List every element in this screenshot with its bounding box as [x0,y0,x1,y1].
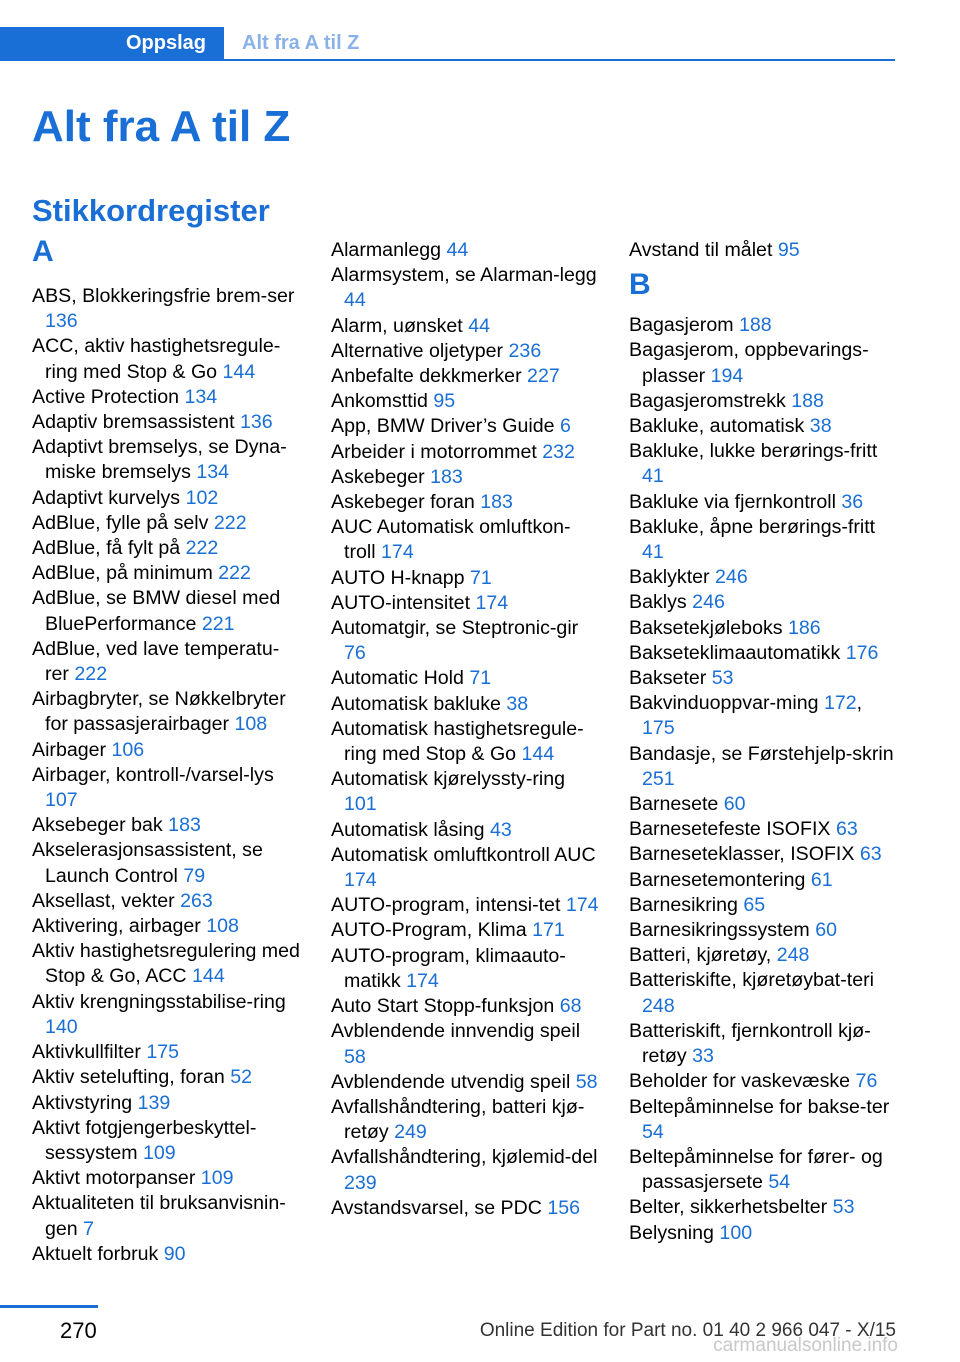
page-reference-link[interactable]: 68 [559,995,582,1018]
index-entry-label: Bakluke via fjernkontroll [629,490,836,513]
page-reference-link[interactable]: 63 [835,818,858,841]
index-entry-label: Aksebeger bak [32,814,163,837]
page-reference-link[interactable]: 174 [381,541,414,564]
index-entry-label: Barnesetemontering [629,868,806,891]
index-entry [32,889,302,914]
index-entry-label: Aktiv krengningsstabilise‐ring [32,990,286,1013]
index-entry-label: Aktivkullfilter [32,1041,141,1064]
index-entry [331,1196,601,1221]
header-divider [224,59,895,61]
index-entry [331,440,601,465]
index-entry [32,435,302,485]
page-reference-link[interactable]: 33 [692,1045,714,1068]
index-entry-label: Alarm, uønsket [331,314,463,337]
page-reference-link[interactable]: 108 [234,713,268,736]
page-reference-link[interactable]: 44 [446,239,469,261]
index-entry-label: Aktiv hastighetsregulering med Stop & Go, ACC [32,940,300,988]
page-reference-link[interactable]: 43 [490,818,512,841]
index-entry [331,1095,601,1145]
index-entry-label: Belysning [629,1221,714,1244]
page-reference-link[interactable]: 222 [74,663,108,686]
page-reference-link[interactable]: 53 [711,667,734,690]
index-entry [629,313,899,338]
index-entry-label: Avstand til målet [629,239,773,261]
index-entry-label: Alternative oljetyper [331,339,504,362]
page-reference-link[interactable]: 38 [809,415,832,438]
index-entry-label: Aktivt motorpanser [32,1167,196,1190]
index-entry-label: Automatisk hastighetsregule‐ring med Stop & Go [331,717,584,766]
index-entry-label: Airbagbryter, se Nøkkelbryter for passasjerairbager [32,688,286,736]
page-reference-link[interactable]: 102 [185,486,219,509]
index-entry [331,818,601,843]
index-entry-label: Aktualiteten til bruksanvisnin‐gen [32,1192,286,1240]
page-reference-link[interactable]: 140 [45,1015,78,1038]
tab-oppslag[interactable] [0,27,224,61]
tab-alt-fra-a-til-z[interactable]: Alt fra A til Z [242,32,360,54]
index-entry-label: Beltepåminnelse for bakse‐ter [629,1095,890,1118]
index-entry-label: Ankomsttid [331,390,428,413]
index-entry [32,486,302,511]
index-entry [32,586,302,636]
page-number: 270 [60,1318,97,1343]
index-entry-label: Aktivstyring [32,1091,133,1114]
index-entry-label: ABS, Blokkeringsfrie brem‐ser [32,285,295,307]
index-entry [629,817,899,842]
index-entry [32,1242,302,1267]
page-reference-link[interactable]: 109 [200,1167,234,1190]
index-entry-label: Akselerasjonsassistent, se Launch Control [32,839,263,887]
index-entry [331,767,601,817]
index-entry [629,338,899,388]
index-entry [629,842,899,867]
index-entry-label: Bakluke, åpne berørings‐fritt [629,515,876,538]
index-entry [331,616,601,666]
index-entry-label: App, BMW Driver’s Guide [331,415,555,438]
index-entry [629,1095,899,1145]
page-reference-link[interactable]: 174 [344,869,377,892]
index-entry-label: Bandasje, se Førstehjelp‐skrin [629,742,894,765]
index-entry [32,914,302,939]
index-entry-label: Aktiv setelufting, foran [32,1066,225,1089]
index-entry-label: Barnesetefeste ISOFIX [629,818,831,841]
index-entry [629,1195,899,1220]
index-entry [32,284,302,334]
index-entry [331,994,601,1019]
index-entry [629,1145,899,1195]
page-reference-link[interactable]: 144 [222,360,256,383]
page-reference-link[interactable]: 174 [475,591,509,614]
page-reference-link[interactable]: 172 [823,692,857,715]
index-entry [629,868,899,893]
page-reference-link[interactable]: 222 [185,537,219,560]
index-entry-label: Baklys [629,591,687,614]
edition-note: Online Edition for Part no. 01 40 2 966 047 - X/15 [479,1320,896,1341]
index-entry [331,918,601,943]
page-reference-link[interactable]: 6 [560,415,571,438]
index-entry [331,364,601,389]
page-reference-link[interactable]: 222 [218,562,251,585]
index-entry [331,666,601,691]
page-reference-link[interactable]: 79 [183,864,206,887]
index-entry-label: AUTO-program, intensi‐tet [331,894,561,917]
index-entry [629,616,899,641]
index-entry-label: Bakseter [629,667,707,690]
index-entry [32,1065,302,1090]
index-entry-label: Avfallshåndtering, kjølemid‐del [331,1146,598,1169]
index-entry-label: Batteriskifte, kjøretøybat‐teri [629,969,874,992]
index-entry-label: Adaptivt kurvelys [32,486,181,509]
page-reference-link[interactable]: 71 [469,667,492,690]
index-entry [32,410,302,435]
index-entry [331,1019,601,1069]
page-reference-link[interactable]: 156 [547,1196,581,1219]
index-entry-label: Batteri, kjøretøy, [629,944,772,967]
page-reference-link[interactable]: 188 [791,389,824,412]
page-reference-link[interactable]: 248 [642,994,675,1017]
index-entry-label: Aktivt fotgjengerbeskyttel‐sessystem [32,1116,257,1164]
page-reference-link[interactable]: 106 [111,738,145,761]
index-entry [331,465,601,490]
index-entry-label: Automatgir, se Steptronic-gir [331,617,579,640]
page-reference-link[interactable]: 239 [344,1171,377,1194]
index-entry-label: Active Protection [32,385,180,408]
page-reference-link[interactable]: 174 [406,969,439,992]
page-reference-link[interactable]: 71 [470,566,492,589]
page-reference-link[interactable]: 144 [192,965,225,988]
index-entry [629,565,899,590]
index-entry [629,389,899,414]
index-entry [629,1019,899,1069]
index-entry-label: AdBlue, på minimum [32,562,213,585]
page-reference-link[interactable]: 90 [163,1242,186,1265]
index-entry-label: AdBlue, se BMW diesel med BluePerformance [32,587,281,635]
index-column-2 [331,238,601,1221]
header-bar [0,27,895,61]
index-entry [331,490,601,515]
section-title: Stikkordregister [32,193,270,228]
index-entry [331,339,601,364]
page-reference-link[interactable]: 236 [508,339,542,362]
index-entry [331,263,601,313]
index-entry-label: Automatisk bakluke [331,692,501,715]
index-entry [629,515,899,565]
page-reference-link[interactable]: 38 [506,692,529,715]
index-entry [629,742,899,792]
index-entry-label: Avblendende utvendig speil [331,1070,571,1093]
page-reference-link[interactable]: 107 [45,789,78,812]
index-entry-label: Barnesikringssystem [629,919,810,942]
page-reference-link[interactable]: 100 [719,1221,753,1244]
index-entry-label: Barnesikring [629,893,738,916]
index-entry-label: Askebeger foran [331,491,475,514]
index-entry-label: AUTO-program, klimaauto‐matikk [331,944,566,992]
index-entry [629,590,899,615]
page-reference-link[interactable]: 58 [344,1045,366,1068]
index-entry [331,1070,601,1095]
page-reference-link[interactable]: 186 [788,616,821,639]
page-reference-link[interactable]: 183 [430,465,463,488]
index-entry-label: Avblendende innvendig speil [331,1020,581,1043]
page-reference-link[interactable]: 52 [230,1066,253,1089]
index-entry [32,334,302,384]
index-entry-label: Aktuelt forbruk [32,1242,159,1265]
index-entry-label: AUC Automatisk omluftkon‐troll [331,516,571,564]
index-entry-label: AUTO H-knapp [331,566,465,589]
index-entry-label: Bagasjerom [629,314,734,337]
index-entry-label: Arbeider i motorrommet [331,440,537,463]
index-entry [32,990,302,1040]
index-entry-label: Baklykter [629,566,710,589]
page-reference-link[interactable]: 222 [213,511,247,534]
index-entry [32,1040,302,1065]
page-reference-link[interactable]: 134 [184,385,218,408]
page-reference-link[interactable]: 248 [776,944,810,967]
index-entry-label: Airbager [32,738,107,761]
index-entry-label: Avfallshåndtering, batteri kjø‐retøy [331,1095,585,1144]
page-reference-link[interactable]: 58 [575,1070,598,1093]
index-entry-label: Alarmanlegg [331,239,442,261]
index-entry [331,843,601,893]
index-entry-label: Beltepåminnelse for fører- og passasjersete [629,1145,883,1194]
index-entry [629,1221,899,1246]
index-entry-label: Bagasjeromstrekk [629,389,786,412]
index-entry [629,918,899,943]
index-entry [32,511,302,536]
index-entry [629,414,899,439]
index-entry-label: Adaptiv bremsassistent [32,411,235,434]
index-entry-label: Batteriskift, fjernkontroll kjø‐retøy [629,1019,871,1068]
index-entry-label: Askebeger [331,465,425,488]
page-reference-link[interactable]: 136 [45,310,78,333]
page-reference-link[interactable]: 41 [642,541,664,564]
index-entry-label: Airbager, kontroll-/varsel‐lys [32,763,274,786]
index-entry [32,738,302,763]
page-reference-link[interactable]: 61 [810,868,833,891]
index-entry [629,1069,899,1094]
index-entry-label: Bagasjerom, oppbevarings‐plasser [629,339,869,387]
index-entry [331,692,601,717]
index-entry [331,893,601,918]
page-reference-link[interactable]: 194 [710,364,744,387]
page-reference-link[interactable]: 175 [146,1041,180,1064]
index-entry [331,314,601,339]
index-entry-label: Avstandsvarsel, se PDC [331,1196,542,1219]
page-reference-link[interactable]: 41 [642,465,664,488]
page-reference-link[interactable]: 188 [739,314,772,337]
page-reference-link[interactable]: 65 [743,893,766,916]
index-entry-label: AUTO-Program, Klima [331,919,527,942]
index-entry [32,687,302,737]
page-reference-link[interactable]: 54 [642,1120,664,1143]
watermark: carmanualsonline.info [713,1335,898,1356]
index-entry [331,591,601,616]
page-reference-link[interactable]: 246 [715,566,748,589]
index-entry-label: Anbefalte dekkmerker [331,365,522,388]
page-reference-link[interactable]: 249 [394,1121,427,1144]
index-entry [32,561,302,586]
index-entry-label: Auto Start Stopp-funksjon [331,995,555,1018]
index-entry [629,238,899,263]
index-entry [331,515,601,565]
index-entry-label: Barnesete [629,793,719,816]
index-entry [629,490,899,515]
index-entry [331,389,601,414]
index-entry [331,1145,601,1195]
index-entry-label: Aksellast, vekter [32,889,175,912]
index-entry [331,238,601,263]
page-reference-link[interactable]: 232 [542,440,575,463]
page-reference-link[interactable]: 139 [137,1091,171,1114]
page-reference-link[interactable]: 76 [855,1070,878,1093]
page-reference-link[interactable]: 136 [240,411,273,434]
index-entry-label: Automatisk låsing [331,818,485,841]
index-column-1 [32,234,302,1267]
page-reference-link[interactable]: 60 [815,919,838,942]
index-entry-label: Baksetekjøleboks [629,616,783,639]
page-reference-link[interactable]: 176 [845,641,879,664]
index-entry [32,939,302,989]
index-entry-label: ACC, aktiv hastighetsregule‐ring med Stop & Go [32,335,281,383]
page-reference-link[interactable]: 60 [723,793,746,816]
index-entry [629,641,899,666]
index-entry [629,792,899,817]
index-entry [32,1191,302,1241]
index-entry-label: Automatic Hold [331,667,464,690]
index-entry-label: AUTO-intensitet [331,591,471,614]
index-entry-label: Bakvinduoppvar‐ming [629,692,819,715]
index-entry [331,717,601,767]
page-reference-link[interactable]: 76 [344,642,366,665]
page-reference-link[interactable]: 171 [532,919,565,942]
index-entry [32,763,302,813]
index-entry [32,838,302,888]
page-reference-link[interactable]: 263 [180,889,213,912]
page-reference-link[interactable]: 95 [777,239,800,261]
index-entry [629,893,899,918]
index-entry-label: AdBlue, ved lave temperatu‐rer [32,637,280,686]
index-entry-label: AdBlue, få fylt på [32,537,181,560]
index-entry-label: Bakluke, lukke berørings‐fritt [629,440,878,463]
index-entry [331,944,601,994]
footer-divider [0,1305,98,1308]
index-entry-label: Bakseteklimaautomatikk [629,641,841,664]
page-reference-link[interactable]: 227 [527,365,560,388]
page-reference-link[interactable]: 101 [344,793,377,816]
index-entry [629,968,899,1018]
index-entry: Bakvinduoppvar‐ming 172, 175 [629,692,863,740]
page-reference-link[interactable]: 95 [433,390,456,413]
index-entry [32,1116,302,1166]
index-entry [331,414,601,439]
index-entry [32,1166,302,1191]
index-entry [629,943,899,968]
page-title: Alt fra A til Z [32,102,291,151]
index-entry-label: Belter, sikkerhetsbelter [629,1196,828,1219]
index-entry-label: Beholder for vaskevæske [629,1070,851,1093]
page-reference-link[interactable]: 108 [206,915,239,938]
page-reference-link[interactable]: 53 [832,1196,855,1219]
page-reference-link[interactable]: 144 [521,743,555,766]
page-reference-link[interactable]: 7 [83,1217,95,1240]
index-entry-label: Automatisk kjørelyssty‐ring [331,768,566,791]
index-column-3 [629,238,899,1246]
page-reference-link[interactable]: 63 [859,843,882,866]
index-entry-label: AdBlue, fylle på selv [32,511,209,534]
index-entry-label: Barneseteklasser, ISOFIX [629,843,855,866]
index-entry-label: Alarmsystem, se Alarman‐legg [331,264,597,287]
page-reference-link[interactable]: 175 [642,717,675,740]
page-reference-link[interactable]: 183 [168,814,201,837]
index-entry [331,566,601,591]
index-letter: A [32,235,54,268]
index-entry [32,536,302,561]
index-entry [629,439,899,489]
page-reference-link[interactable]: 251 [642,767,675,790]
page-reference-link[interactable]: 44 [468,314,491,337]
page-reference-link[interactable]: 134 [196,461,230,484]
index-entry-label: Bakluke, automatisk [629,415,805,438]
page-reference-link[interactable]: 174 [565,894,599,917]
page-reference-link[interactable]: 54 [768,1171,791,1194]
index-letter: B [629,268,651,302]
index-entry-label: Automatisk omluftkontroll AUC [331,843,596,866]
page-reference-link[interactable]: 183 [480,491,513,514]
index-entry [629,666,899,691]
index-entry [32,637,302,687]
page-reference-link[interactable]: 44 [344,289,366,312]
index-entry [32,813,302,838]
index-entry-label: Adaptivt bremselys, se Dyna‐miske bremselys [32,436,287,484]
index-entry [32,1091,302,1116]
tab-oppslag-label: Oppslag [125,32,206,54]
page-reference-link[interactable]: 246 [692,591,725,614]
page-reference-link[interactable]: 109 [143,1141,176,1164]
page-reference-link[interactable]: 36 [841,490,864,513]
index-entry-label: Aktivering, airbager [32,915,201,938]
index-entry [32,385,302,410]
page-reference-link[interactable]: 221 [201,612,235,635]
